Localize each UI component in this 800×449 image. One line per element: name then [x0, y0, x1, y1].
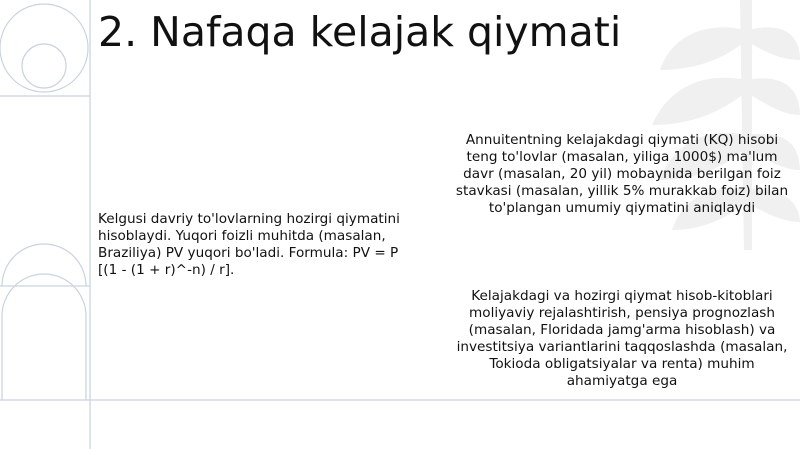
slide-title: 2. Nafaqa kelajak qiymati: [98, 8, 622, 56]
right-bottom-paragraph: Kelajakdagi va hozirgi qiymat hisob-kitoblari moliyaviy rejalashtirish, pensiya prognozlash (masalan, Floridada jamg'arma hisoblash) va investitsiya variantlarini taqqoslashda (masalan, Tokioda obligatsiyalar va renta) muhim ahamiyatga ega: [456, 288, 788, 389]
left-paragraph: Kelgusi davriy to'lovlarning hozirgi qiymatini hisoblaydi. Yuqori foizli muhitda (masalan, Braziliya) PV yuqori bo'ladi. Formula: PV = P [(1 - (1 + r)^-n) / r].: [98, 211, 400, 278]
right-top-paragraph: Annuitentning kelajakdagi qiymati (KQ) hisobi teng to'lovlar (masalan, yiliga 1000$) ma'lum davr (masalan, 20 yil) mobaynida berilgan foiz stavkasi (masalan, yillik 5% murakkab foiz) bilan to'plangan umumiy qiymatini aniqlaydi: [455, 132, 789, 216]
